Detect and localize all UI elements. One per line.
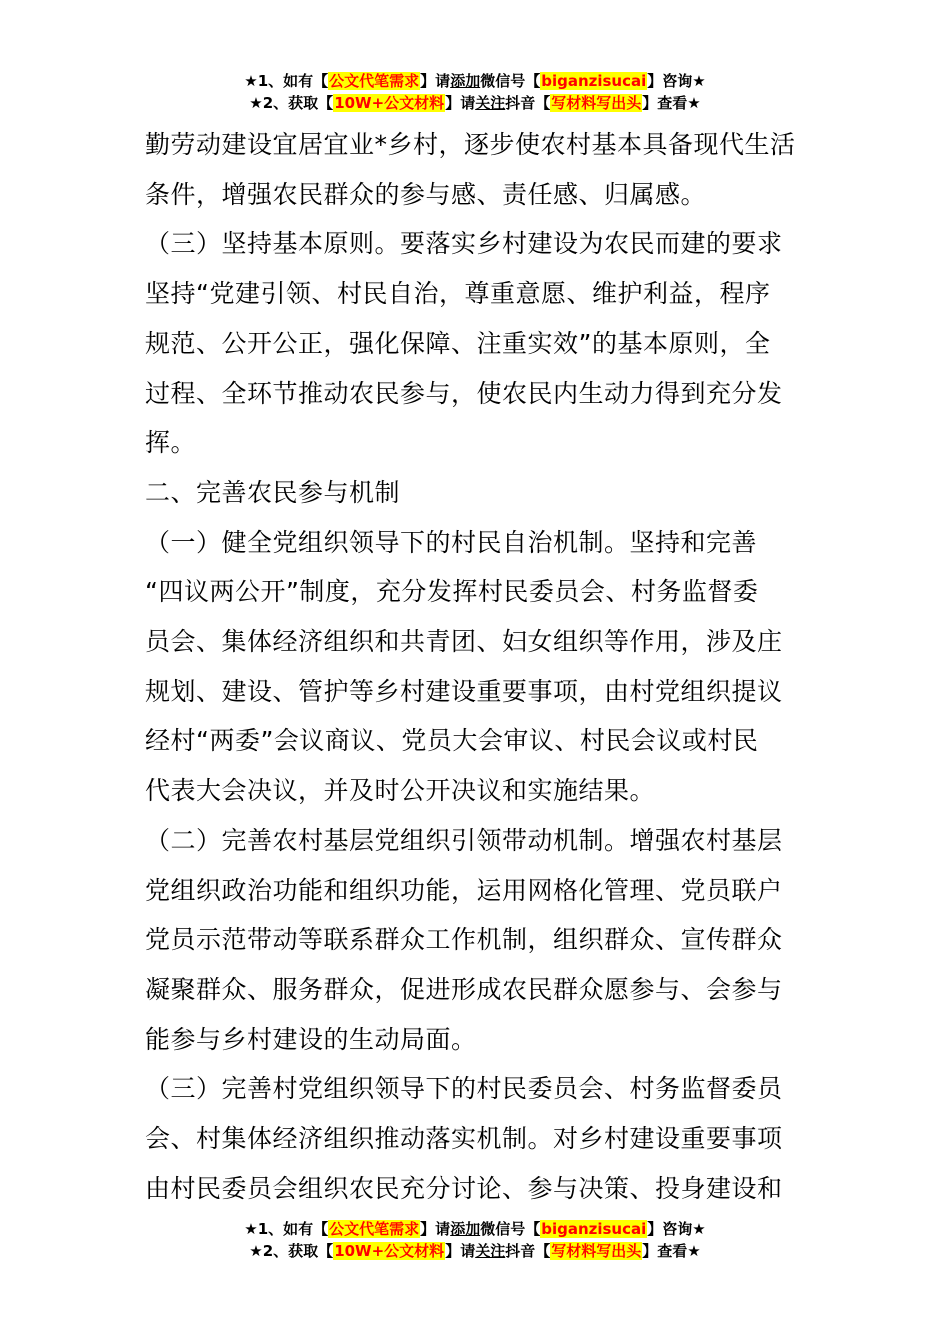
text-line: 过程、全环节推动农民参与，使农民内生动力得到充分发 — [145, 378, 783, 408]
banner-text: 】请 — [420, 72, 451, 90]
text-line: 条件，增强农民群众的参与感、责任感、归属感。 — [145, 179, 707, 209]
text-line: 能参与乡村建设的生动局面。 — [145, 1024, 477, 1054]
banner-line-1 — [0, 70, 950, 92]
banner-text: ★2、获取【 — [249, 1242, 334, 1260]
text-line: 代表大会决议，并及时公开决议和实施结果。 — [145, 776, 656, 806]
text-line: “四议两公开”制度，充分发挥村民委员会、村务监督委 — [145, 577, 759, 607]
banner-highlight: biganzisucai — [541, 1220, 647, 1238]
text-line: （一）健全党组织领导下的村民自治机制。坚持和完善 — [145, 527, 758, 557]
banner-text: ★1、如有【 — [244, 1220, 329, 1238]
text-line: 党组织政治功能和组织功能，运用网格化管理、党员联户 — [145, 875, 783, 905]
text-line: 坚持“党建引领、村民自治，尊重意愿、维护利益，程序 — [145, 279, 771, 309]
banner-highlight: 10W+公文材料 — [334, 1242, 445, 1260]
header-banner — [0, 70, 950, 114]
text-line: （三）坚持基本原则。要落实乡村建设为农民而建的要求 — [145, 229, 783, 259]
banner-text: ★2、获取【 — [249, 94, 334, 112]
document-body — [145, 120, 810, 1213]
banner-highlight: 10W+公文材料 — [334, 94, 445, 112]
text-line: 经村“两委”会议商议、党员大会审议、村民会议或村民 — [145, 726, 759, 756]
text-line: 员会、集体经济组织和共青团、妇女组织等作用，涉及庄 — [145, 627, 783, 657]
banner-highlight: 写材料写出头 — [551, 1242, 642, 1260]
text-line: （三）完善村党组织领导下的村民委员会、村务监督委员 — [145, 1074, 783, 1104]
banner-text: 抖音【 — [505, 94, 551, 112]
text-line: 挥。 — [145, 428, 197, 458]
banner-underlined: 添加 — [450, 72, 481, 90]
banner-highlight: 公文代笔需求 — [329, 72, 420, 90]
banner-line-1 — [0, 1218, 950, 1240]
banner-underlined: 关注 — [475, 1242, 506, 1260]
banner-text: 】查看★ — [642, 94, 701, 112]
text-line: 会、村集体经济组织推动落实机制。对乡村建设重要事项 — [145, 1124, 783, 1154]
text-line: 凝聚群众、服务群众，促进形成农民群众愿参与、会参与 — [145, 974, 783, 1004]
banner-line-2 — [0, 1240, 950, 1262]
banner-underlined: 添加 — [450, 1220, 481, 1238]
banner-highlight: biganzisucai — [541, 72, 647, 90]
section-heading: 二、完善农民参与机制 — [145, 477, 401, 507]
text-line: 党员示范带动等联系群众工作机制，组织群众、宣传群众 — [145, 925, 783, 955]
banner-text: 微信号【 — [480, 72, 541, 90]
banner-text: 微信号【 — [480, 1220, 541, 1238]
banner-text: 】请 — [445, 94, 476, 112]
footer-banner — [0, 1218, 950, 1262]
banner-text: 】请 — [445, 1242, 476, 1260]
text-line: 勤劳动建设宜居宜业*乡村，逐步使农村基本具备现代生活 — [145, 130, 796, 159]
banner-text: 】查看★ — [642, 1242, 701, 1260]
text-line: 由村民委员会组织农民充分讨论、参与决策、投身建设和 — [145, 1173, 783, 1203]
banner-text: ★1、如有【 — [244, 72, 329, 90]
text-line: 规范、公开公正，强化保障、注重实效”的基本原则，全 — [145, 328, 771, 358]
banner-text: 】咨询★ — [647, 72, 706, 90]
banner-highlight: 公文代笔需求 — [329, 1220, 420, 1238]
text-line: 规划、建设、管护等乡村建设重要事项，由村党组织提议 — [145, 676, 783, 706]
banner-highlight: 写材料写出头 — [551, 94, 642, 112]
banner-text: 抖音【 — [505, 1242, 551, 1260]
banner-text: 】请 — [420, 1220, 451, 1238]
banner-underlined: 关注 — [475, 94, 506, 112]
banner-text: 】咨询★ — [647, 1220, 706, 1238]
banner-line-2 — [0, 92, 950, 114]
text-line: （二）完善农村基层党组织引领带动机制。增强农村基层 — [145, 825, 783, 855]
